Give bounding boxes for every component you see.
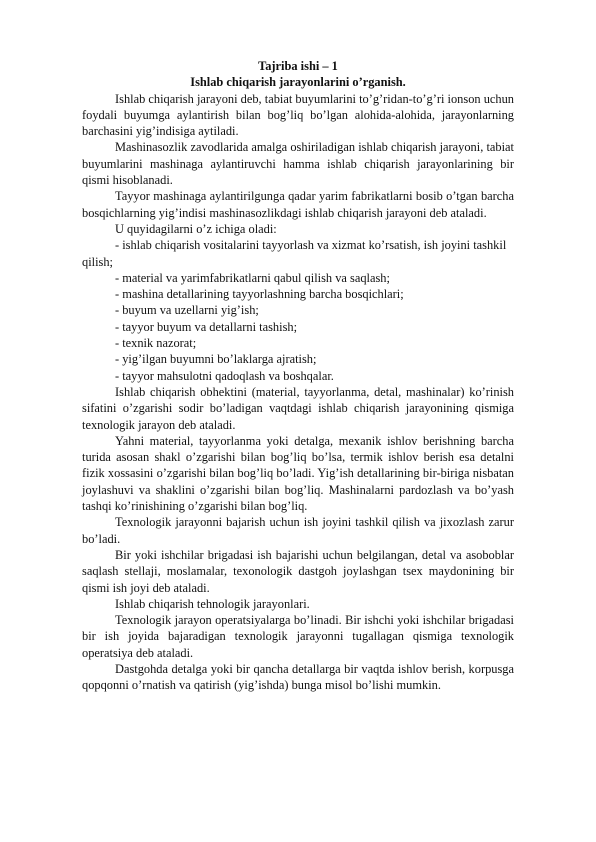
paragraph: Dastgohda detalga yoki bir qancha detallarga bir vaqtda ishlov berish, korpusga qopqonni o’rnatish va qatirish (yig’ishda) bunga misol bo’lishi mumkin. bbox=[82, 661, 514, 693]
paragraph: Texnologik jarayon operatsiyalarga bo’linadi. Bir ishchi yoki ishchilar brigadasi bir ish joyida bajaradigan texnologik jarayonni tugallagan qismiga texnologik operatsiya deb ataladi. bbox=[82, 613, 514, 660]
list-item: - material va yarimfabrikatlarni qabul qilish va saqlash; bbox=[115, 270, 390, 285]
list-item: - ishlab chiqarish vositalarini tayyorlash va xizmat ko’rsatish, ish joyini tashkil qilish; bbox=[82, 238, 507, 269]
document-page bbox=[82, 58, 514, 694]
list-item: - texnik nazorat; bbox=[115, 336, 197, 351]
document-title: Tajriba ishi – 1 bbox=[258, 59, 338, 73]
paragraph: Mashinasozlik zavodlarida amalga oshiriladigan ishlab chiqarish jarayoni, tabiat buyumlarini mashinaga aylantiruvchi hamma ishlab chiqarish jarayonlarining bir qismi hisoblanadi. bbox=[82, 140, 514, 188]
list-item: - tayyor buyum va detallarni tashish; bbox=[115, 319, 298, 334]
paragraph: Yahni material, tayyorlanma yoki detalga, mexanik ishlov berishning barcha turida asosan shakl o’zgarishi bilan bog’liq bo’lsa, termik ishlov berish esa detalni fizik xossasini o’zgarishi bilan bog’liq bo’ladi. Yig’ish detallarining bir-biriga nisbatan joylashuvi va shaklini o’zgarishi bilan bog’liq. Mashinalarni pardozlash va bo’yash tashqi ko’rinishining o’zgarishi bilan bog’liq. bbox=[82, 433, 514, 514]
paragraph: Bir yoki ishchilar brigadasi ish bajarishi uchun belgilangan, detal va asoboblar saqlash stellaji, moslamalar, texonologik dastgoh joylashgan tsex maydonining bir qismi ish joyi deb ataladi. bbox=[82, 547, 514, 595]
paragraph: U quyidagilarni o’z ichiga oladi: bbox=[115, 221, 277, 236]
list-item: - mashina detallarining tayyorlashning barcha bosqichlari; bbox=[115, 287, 404, 302]
paragraph: Ishlab chiqarish tehnologik jarayonlari. bbox=[115, 596, 310, 611]
paragraph: Ishlab chiqarish obhektini (material, tayyorlanma, detal, mashinalar) ko’rinish sifatini o’zgarishi sodir bo’ladigan vaqtdagi ishlab chiqarish jarayonining qismiga texnologik jarayon deb ataladi. bbox=[82, 384, 514, 432]
list-item: - tayyor mahsulotni qadoqlash va boshqalar. bbox=[115, 368, 334, 383]
paragraph: Texnologik jarayonni bajarish uchun ish joyini tashkil qilish va jixozlash zarur bo’ladi. bbox=[82, 515, 514, 546]
paragraph: Ishlab chiqarish jarayoni deb, tabiat buyumlarini to’g’ridan-to’g’ri ionson uchun foydali buyumga aylantirish bilan bog’liq bo’lgan alohida-alohida, jarayonlarning barchasini yig’indisiga aytiladi. bbox=[82, 91, 514, 139]
list-item: - yig’ilgan buyumni bo’laklarga ajratish; bbox=[115, 352, 317, 367]
document-subtitle: Ishlab chiqarish jarayonlarini o’rganish. bbox=[190, 75, 406, 90]
list-item: - buyum va uzellarni yig’ish; bbox=[115, 303, 259, 318]
paragraph: Tayyor mashinaga aylantirilgunga qadar yarim fabrikatlarni bosib o’tgan barcha bosqichlarning yig’indisi mashinasozlikdagi ishlab chiqarish jarayoni deb ataladi. bbox=[82, 189, 514, 220]
